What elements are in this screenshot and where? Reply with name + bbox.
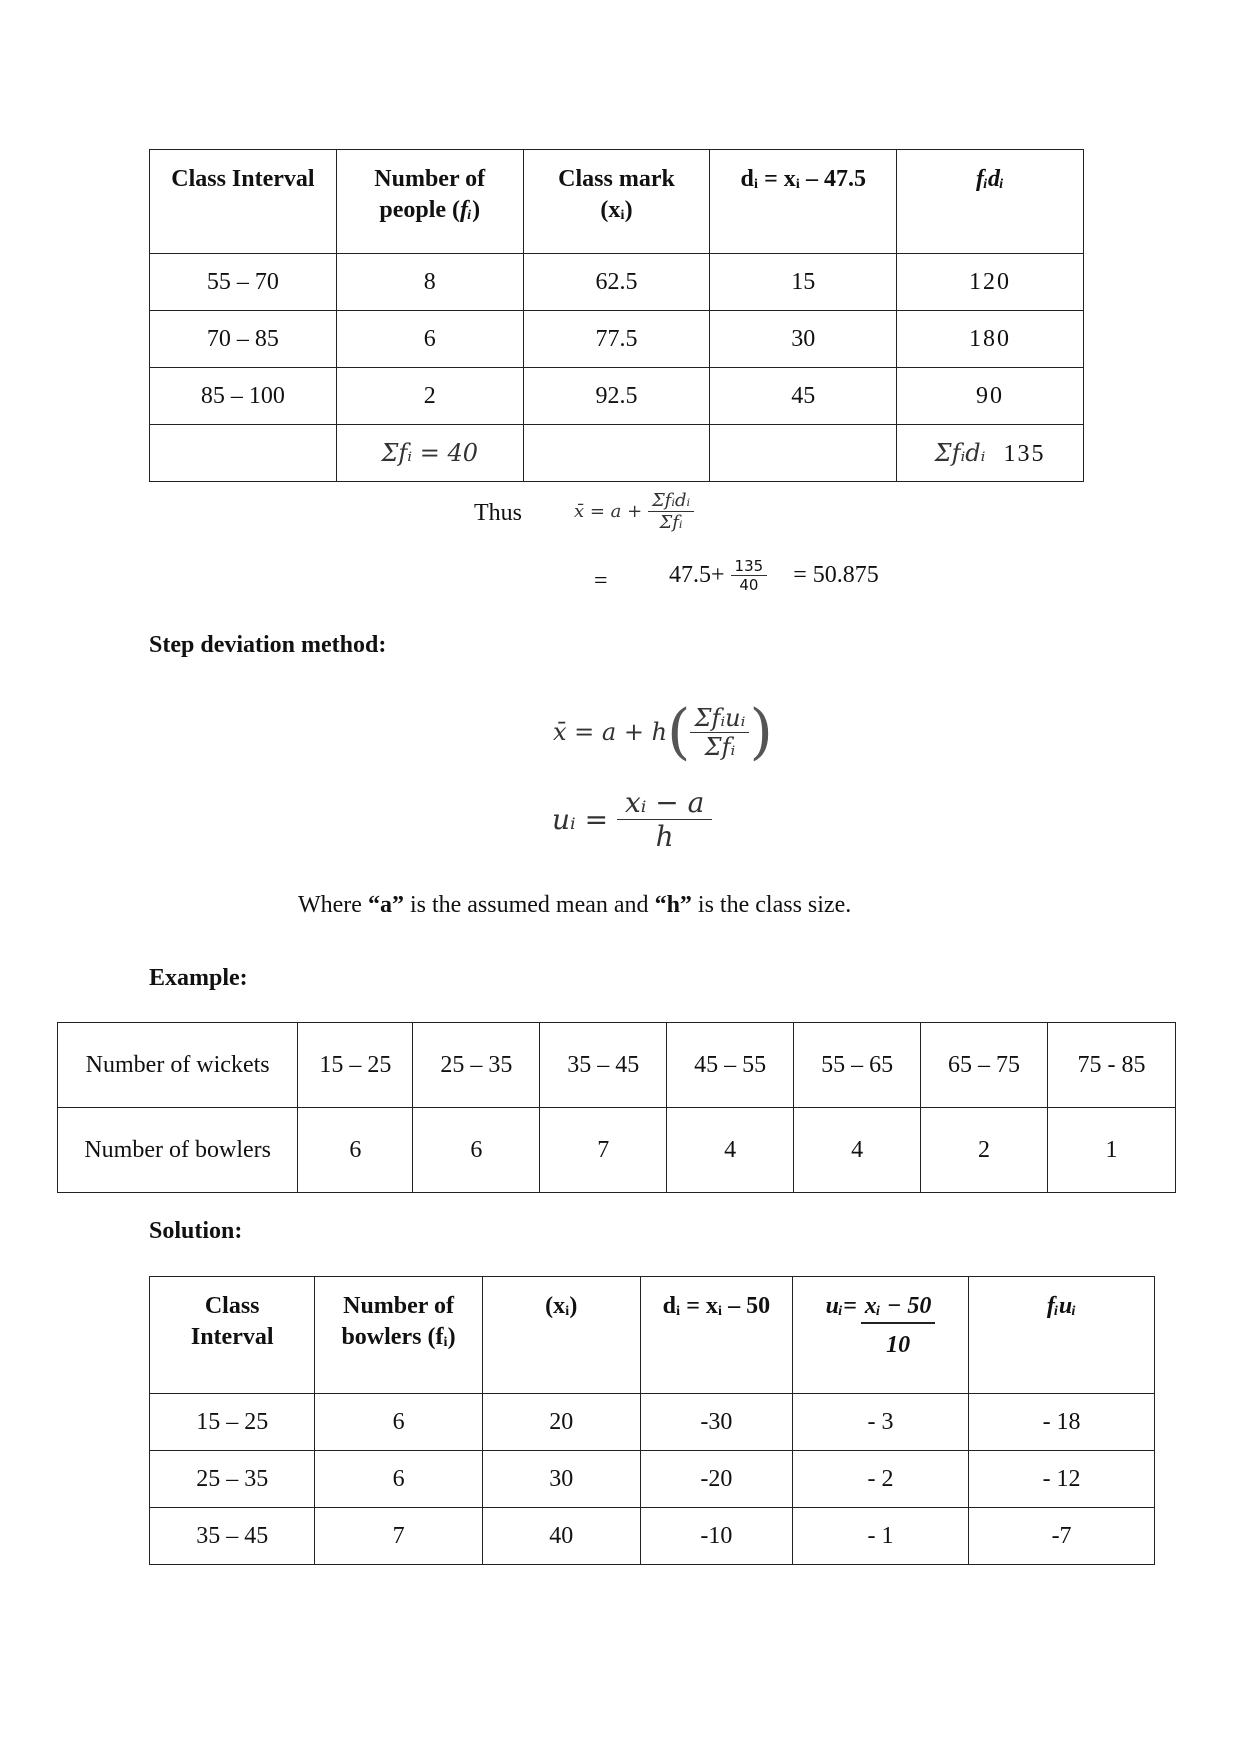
cell-class-interval: 25 – 35 <box>150 1451 315 1508</box>
cell-class-mark: 92.5 <box>523 368 710 425</box>
cell-class-mark: 40 <box>482 1508 640 1565</box>
cell-class-mark: 77.5 <box>523 311 710 368</box>
header-line: people (fᵢ) <box>379 197 481 223</box>
cell-interval: 25 – 35 <box>413 1023 540 1108</box>
table-row <box>150 311 1084 368</box>
cell-deviation: -20 <box>640 1451 792 1508</box>
cell-sum-f: Σfᵢ = 40 <box>336 425 523 482</box>
row-label: Number of wickets <box>58 1023 298 1108</box>
table-row <box>150 254 1084 311</box>
cell-frequency: 6 <box>315 1451 482 1508</box>
cell-fd: 180 <box>897 311 1084 368</box>
class-mark-table <box>149 149 1084 482</box>
ui-formula: uᵢ = $\frac{\text{xᵢ − a}}{h}$ <box>552 786 712 853</box>
cell-interval: 15 – 25 <box>298 1023 413 1108</box>
mean-formula: x̄ = a + $\frac{\text{Σfᵢdᵢ}}{\text{Σfᵢ}}$ <box>574 490 694 533</box>
table-header-row <box>150 1277 1155 1394</box>
header-fidi: fᵢdᵢ <box>897 150 1084 254</box>
cell-frequency: 2 <box>336 368 523 425</box>
header-class-interval: Class Interval <box>150 150 337 254</box>
cell-interval: 45 – 55 <box>667 1023 794 1108</box>
mean-fraction: $\frac{\text{Σfᵢdᵢ}}{\text{Σfᵢ}}$ <box>648 490 694 533</box>
table-row <box>150 1451 1155 1508</box>
example-heading: Example: <box>149 965 248 991</box>
cell-count: 1 <box>1047 1108 1175 1193</box>
cell-interval: 55 – 65 <box>794 1023 921 1108</box>
step-deviation-formula: x̄ = a + h ( $\frac{\text{Σfᵢuᵢ}}{\text{Σfᵢ}}$ ) <box>553 697 773 767</box>
totals-row <box>150 425 1084 482</box>
table-row <box>150 368 1084 425</box>
cell-interval: 35 – 45 <box>540 1023 667 1108</box>
cell-count: 6 <box>298 1108 413 1193</box>
table-row <box>58 1108 1176 1193</box>
cell-class-interval: 85 – 100 <box>150 368 337 425</box>
cell-sum-fd: Σfᵢdᵢ 135 <box>897 425 1084 482</box>
cell-step-deviation: - 3 <box>792 1394 968 1451</box>
cell-fd: 120 <box>897 254 1084 311</box>
cell-fu: - 18 <box>969 1394 1155 1451</box>
cell-class-mark: 30 <box>482 1451 640 1508</box>
header-fiui: fᵢuᵢ <box>969 1277 1155 1394</box>
cell-class-mark: 62.5 <box>523 254 710 311</box>
cell-deviation: -30 <box>640 1394 792 1451</box>
header-di: dᵢ = xᵢ – 47.5 <box>710 150 897 254</box>
mean-calculation: 47.5+ $\frac{135}{40}$ = 50.875 <box>669 557 879 594</box>
cell-frequency: 6 <box>336 311 523 368</box>
cell-step-deviation: - 2 <box>792 1451 968 1508</box>
header-number-of-people <box>336 150 523 254</box>
cell-interval: 75 - 85 <box>1047 1023 1175 1108</box>
cell-interval: 65 – 75 <box>921 1023 1048 1108</box>
mean-result: = 50.875 <box>793 562 879 588</box>
table-header-row <box>150 150 1084 254</box>
cell-class-interval: 70 – 85 <box>150 311 337 368</box>
step-deviation-fraction: $\frac{\text{Σfᵢuᵢ}}{\text{Σfᵢ}}$ <box>690 704 749 761</box>
ui-fraction: $\frac{\text{xᵢ − a}}{h}$ <box>617 786 712 853</box>
ui-header-fraction: $\frac{\text{xᵢ − 50}}{10}$ <box>861 1291 936 1361</box>
cell-deviation: -10 <box>640 1508 792 1565</box>
cell-count: 2 <box>921 1108 1048 1193</box>
calc-fraction: $\frac{135}{40}$ <box>731 557 768 594</box>
cell-frequency: 6 <box>315 1394 482 1451</box>
cell-class-interval: 35 – 45 <box>150 1508 315 1565</box>
table-row <box>58 1023 1176 1108</box>
cell-step-deviation: - 1 <box>792 1508 968 1565</box>
cell-fu: -7 <box>969 1508 1155 1565</box>
cell-class-mark: 20 <box>482 1394 640 1451</box>
cell-frequency: 7 <box>315 1508 482 1565</box>
cell-deviation: 15 <box>710 254 897 311</box>
header-class-mark: Class mark (xᵢ) <box>523 150 710 254</box>
equals-sign: = <box>594 568 608 594</box>
step-deviation-heading: Step deviation method: <box>149 632 387 658</box>
header-xi: (xᵢ) <box>482 1277 640 1394</box>
cell-class-interval: 55 – 70 <box>150 254 337 311</box>
thus-label: Thus <box>474 500 522 526</box>
cell-empty <box>150 425 337 482</box>
wickets-table <box>57 1022 1176 1193</box>
header-class-interval: Class Interval <box>150 1277 315 1394</box>
cell-deviation: 30 <box>710 311 897 368</box>
cell-count: 4 <box>794 1108 921 1193</box>
cell-count: 7 <box>540 1108 667 1193</box>
cell-empty <box>523 425 710 482</box>
solution-heading: Solution: <box>149 1218 243 1244</box>
table-row <box>150 1394 1155 1451</box>
cell-deviation: 45 <box>710 368 897 425</box>
row-label: Number of bowlers <box>58 1108 298 1193</box>
header-number-of-bowlers: Number of bowlers (fᵢ) <box>315 1277 482 1394</box>
cell-frequency: 8 <box>336 254 523 311</box>
header-di: dᵢ = xᵢ – 50 <box>640 1277 792 1394</box>
cell-class-interval: 15 – 25 <box>150 1394 315 1451</box>
cell-count: 4 <box>667 1108 794 1193</box>
cell-count: 6 <box>413 1108 540 1193</box>
cell-empty <box>710 425 897 482</box>
cell-fu: - 12 <box>969 1451 1155 1508</box>
header-line: Number of <box>374 166 486 192</box>
table-row <box>150 1508 1155 1565</box>
solution-table <box>149 1276 1155 1565</box>
where-text: Where “a” is the assumed mean and “h” is the class size. <box>298 892 852 918</box>
header-ui: uᵢ= $\frac{\text{xᵢ − 50}}{10}$ <box>792 1277 968 1394</box>
cell-fd: 90 <box>897 368 1084 425</box>
